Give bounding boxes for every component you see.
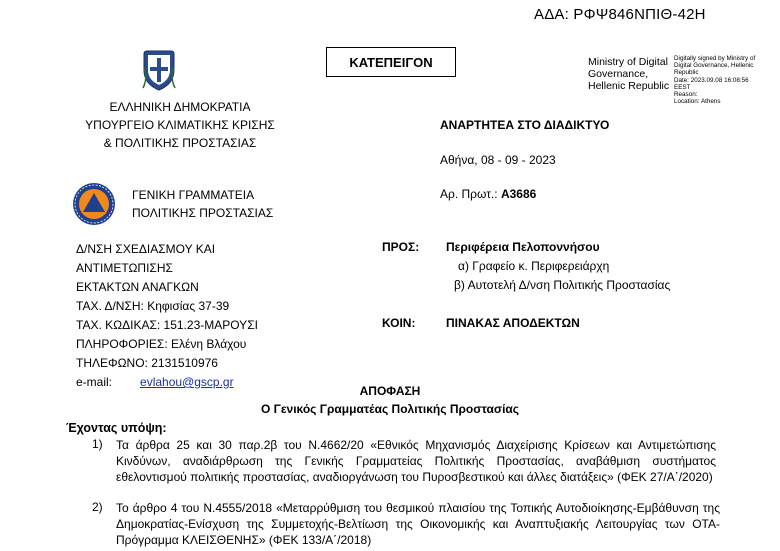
protocol-label: Αρ. Πρωτ.: [440,187,498,201]
ministry-line-1: ΕΛΛΗΝΙΚΗ ΔΗΜΟΚΡΑΤΙΑ [109,100,251,114]
recipient-b: β) Αυτοτελή Δ/νση Πολιτικής Προστασίας [454,278,671,292]
recipients-label: ΠΡΟΣ: [382,240,420,254]
recipient-a: α) Γραφείο κ. Περιφερειάρχη [458,259,610,273]
cc-label: ΚΟΙΝ: [382,316,416,330]
signature-detail-line: EEST [674,83,691,91]
document-date: Αθήνα, 08 - 09 - 2023 [440,153,556,167]
general-secretariat-header [132,186,332,222]
department-line: ΕΚΤΑΚΤΩΝ ΑΝΑΓΚΩΝ [76,280,199,294]
signature-detail-line: Digital Governance, Hellenic [674,62,754,70]
considering-heading: Έχοντας υπόψη: [66,421,167,435]
signature-detail-line: Digitally signed by Ministry of [674,55,756,62]
list-item-number: 1) [92,437,103,451]
list-item-number: 2) [92,500,103,514]
department-line: Δ/ΝΣΗ ΣΧΕΔΙΑΣΜΟΥ ΚΑΙ [76,242,216,256]
decision-subtitle: Ο Γενικός Γραμματέας Πολιτικής Προστασίας [260,402,520,416]
phone-line: ΤΗΛΕΦΩΝΟ: 2131510976 [76,356,218,370]
list-item-text: Το άρθρο 4 του Ν.4555/2018 «Μεταρρύθμιση του θεσμικού πλαισίου της Τοπικής Αυτοδιοίκησης-Εμβάθυνση της Δημοκρατίας-Ενίσχυση της Συμμετοχής-Βελτίωση της Οικονομικής και Αναπτυξιακής Λειτουργίας των ΟΤΑ-Πρόγραμμα ΚΛΕΙΣΘΕΝΗΣ» (ΦΕΚ 133/Α΄/2018) [116,501,720,547]
gensec-line-2: ΠΟΛΙΤΙΚΗΣ ΠΡΟΣΤΑΣΙΑΣ [132,206,274,220]
cc-value: ΠΙΝΑΚΑΣ ΑΠΟΔΕΚΤΩΝ [446,316,580,330]
email-label: e-mail: [76,375,113,389]
signature-organization [588,56,684,92]
department-contact-block [76,240,376,392]
ministry-line-2: ΥΠΟΥΡΓΕΙΟ ΚΛΙΜΑΤΙΚΗΣ ΚΡΙΣΗΣ [85,118,275,132]
civil-protection-logo [72,182,116,231]
urgent-stamp: ΚΑΤΕΠΕΙΓΟΝ [326,47,456,77]
ada-code: ΑΔΑ: ΡΦΨ846ΝΠΙΘ-42Η [534,6,706,23]
decision-title: ΑΠΟΦΑΣΗ [359,384,421,398]
signature-detail-line: Republic [674,69,699,77]
email-link[interactable]: evlahou@gscp.gr [140,375,234,389]
signature-detail-line: Reason: [674,91,698,99]
address-line: ΤΑΧ. Δ/ΝΣΗ: Κηφισίας 37-39 [76,299,230,313]
posted-online-notice: ΑΝΑΡΤΗΤΕΑ ΣΤΟ ΔΙΑΔΙΚΤΥΟ [440,118,610,132]
protocol-number [440,187,536,201]
signature-org-line: Hellenic Republic [588,80,670,92]
protocol-value: Α3686 [500,187,537,201]
contact-person-line: ΠΛΗΡΟΦΟΡΙΕΣ: Ελένη Βλάχου [76,337,247,351]
postcode-line: ΤΑΧ. ΚΩΔΙΚΑΣ: 151.23-ΜΑΡΟΥΣΙ [76,318,258,332]
ministry-header [64,98,296,152]
greek-coat-of-arms-emblem [140,48,178,97]
digital-signature-details [674,55,778,105]
signature-org-line: Ministry of Digital [588,56,668,68]
list-item-text: Τα άρθρα 25 και 30 παρ.2β του Ν.4662/20 «Εθνικός Μηχανισμός Διαχείρισης Κρίσεων και Αντιμετώπισης Κινδύνων, αναδιάρθρωση της Γενικής Γραμματείας Πολιτικής Προστασίας, αναβάθμιση συστήματος εθελοντισμού πολιτικής προστασίας, αναδιοργάνωση του Πυροσβεστικού και άλλες διατάξεις» (ΦΕΚ 27/Α΄/2020) [116,438,716,484]
gensec-line-1: ΓΕΝΙΚΗ ΓΡΑΜΜΑΤΕΙΑ [132,188,255,202]
signature-detail-line: Location: Athens [674,98,721,106]
signature-detail-line: Date: 2023.09.08 16:08:56 [674,76,749,84]
ministry-line-3: & ΠΟΛΙΤΙΚΗΣ ΠΡΟΣΤΑΣΙΑΣ [103,136,257,150]
department-line: ΑΝΤΙΜΕΤΩΠΙΣΗΣ [76,261,173,275]
signature-org-line: Governance, [588,68,649,80]
recipient-main: Περιφέρεια Πελοποννήσου [446,240,600,254]
